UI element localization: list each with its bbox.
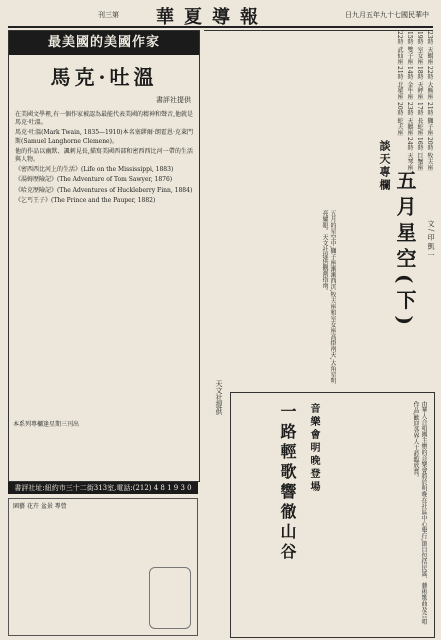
concert-article	[230, 392, 435, 638]
feature-title	[391, 170, 420, 331]
star-entry: 21時 北冕座	[396, 66, 403, 101]
article-body	[15, 111, 193, 411]
star-entry: 20時 牧夫座	[426, 137, 433, 171]
star-entry: 16時 巨蟹座	[416, 137, 423, 171]
article-headline: 馬克·吐溫	[50, 65, 158, 89]
feature-author: 文/印凱一	[427, 220, 435, 261]
flower-illustration	[149, 567, 191, 629]
mark-twain-article	[8, 30, 200, 482]
article-paragraph: 《湯姆歷險記》(The Adventure of Tom Sawyer, 1876)	[15, 176, 173, 184]
publisher-address-bar: 書評社址:紐約市三十二街313室,電話:(212) 4 8 1 9 3 0	[8, 482, 198, 494]
article-paragraph: 《乞丐王子》(The Prince and the Pauper, 1882)	[15, 196, 156, 204]
star-entry: 23時 天蝎座	[426, 31, 433, 65]
star-entry: 19時 室女座	[416, 31, 423, 65]
article-paragraph: 馬克·吐溫(Mark Twain, 1835—1910)本名塞繆爾·朗霍恩·克萊門斯(Samuel Langhorne Clemene)。	[15, 129, 193, 145]
concert-subheadline: 音樂會明晚登場	[308, 403, 319, 494]
edition-label: 刊三第	[98, 11, 119, 19]
star-entry: 22時 武仙座	[396, 31, 403, 65]
article-paragraph: 《哈克歷險記》(The Adventures of Huckleberry Finn, 1884)	[15, 186, 193, 194]
star-entry: 22時 大熊座	[426, 66, 433, 101]
issue-date: 日九月五年九十七國民華中	[345, 11, 429, 19]
article-paragraph: 在美國文學裡,有一個作家被認為最能代表美國的精神和聲音,他就是馬克·吐溫。	[15, 111, 193, 127]
ad-text: 園藝 花卉 盆景 專營	[13, 503, 67, 510]
feature-body: 五月的星空中,獅子座漸漸西沉,牧夫座和室女座高掛南天,大角星明亮耀眼。天文社提供觀測指南。	[321, 210, 336, 384]
article-byline: 書評社提供	[156, 96, 191, 104]
paper-name: 華夏導報	[156, 7, 268, 28]
masthead	[8, 4, 433, 28]
feature-credit: 天文社提供	[215, 380, 223, 415]
star-feature-header	[340, 140, 435, 365]
star-entry: 23時 天鵝座	[406, 101, 413, 136]
concert-body: 由華人合唱團主辦的音樂會將於明晚在社區中心舉行,節目包括民謠、藝術歌曲及合唱作品,歡迎各界人士蒞臨欣賞。	[412, 401, 427, 625]
star-entry: 21時 獅子座	[426, 101, 433, 136]
star-entry: 14時 金牛座	[406, 66, 413, 101]
star-entry: 24時 天琴座	[406, 137, 413, 171]
article-kicker: 最美國的美國作家	[9, 31, 199, 55]
star-entry: 18時 天秤座	[416, 66, 423, 101]
star-entry: 20時 蛇夫座	[396, 101, 403, 136]
feature-title-text: 五月星空	[393, 170, 417, 274]
star-entry: 17時 長蛇座	[416, 101, 423, 136]
advertisement	[8, 498, 198, 636]
article-paragraph: 他的作品以幽默、諷刺見長,描寫美國西部和密西西比河一帶的生活與人物。	[15, 147, 193, 164]
feature-part: (下)	[393, 274, 417, 331]
concert-headline: 一路輕歌響徹山谷	[278, 403, 297, 563]
star-entry: 15時 雙子座	[406, 31, 413, 65]
feature-kicker: 談天專欄	[378, 140, 391, 192]
series-note: 本系列專欄逢星期三刊出	[13, 421, 80, 428]
article-paragraph: 《密西西比河上的生活》(Life on the Mississippi, 1883)	[15, 166, 174, 174]
